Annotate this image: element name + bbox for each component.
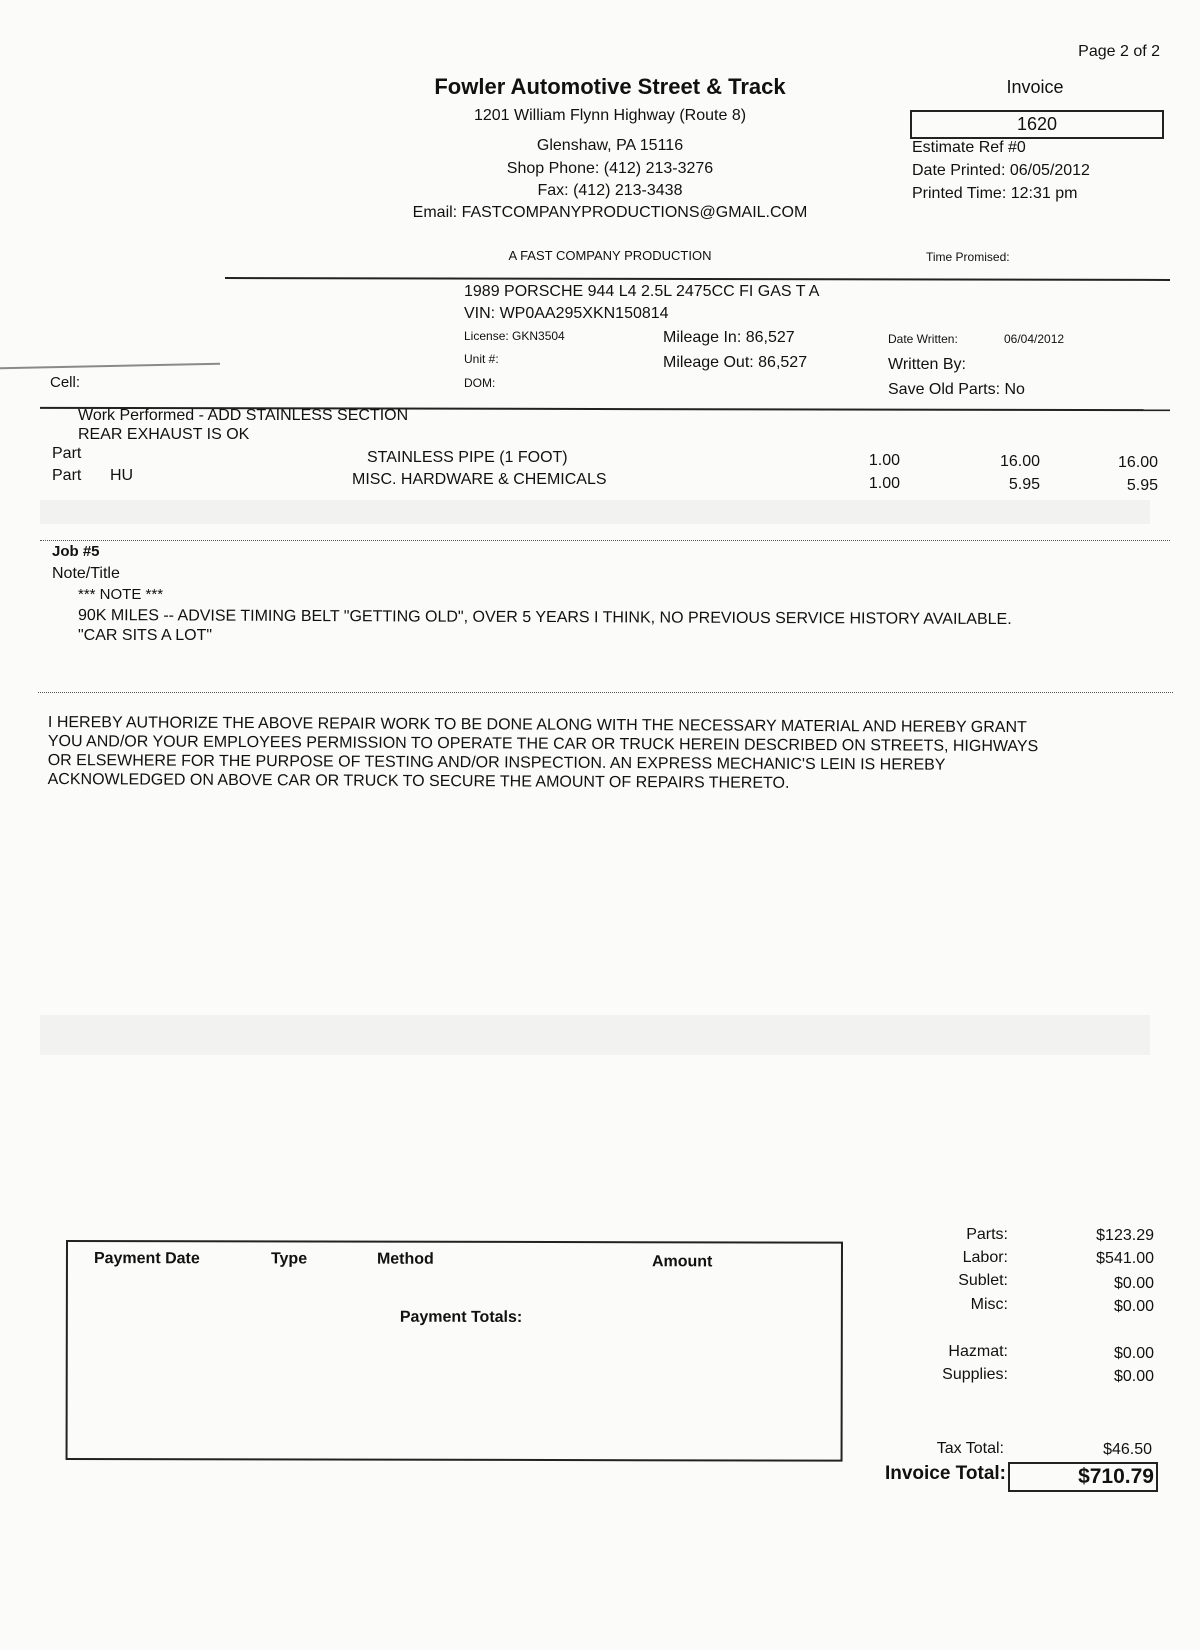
shop-address-line2: Glenshaw, PA 15116 (536, 137, 684, 154)
hazmat-total: $0.00 (1113, 1345, 1154, 1362)
save-old-parts: Save Old Parts: No (888, 381, 1025, 398)
payment-date-header: Payment Date (93, 1250, 200, 1268)
job-title: Job #5 (52, 543, 100, 560)
shop-phone: Shop Phone: (412) 213-3276 (506, 160, 714, 177)
authorization-line: YOU AND/OR YOUR EMPLOYEES PERMISSION TO OPERATE THE CAR OR TRUCK HEREIN DESCRIBED ON STREETS, HIGHWAYS (47, 732, 1039, 756)
invoice-number: 1620 (1016, 114, 1058, 134)
line-description: STAINLESS PIPE (1 FOOT) (367, 449, 568, 466)
line-extended: 16.00 (1117, 454, 1158, 471)
note-line: 90K MILES -- ADVISE TIMING BELT "GETTING OLD", OVER 5 YEARS I THINK, NO PREVIOUS SERVICE HISTORY AVAILABLE. (77, 607, 1012, 629)
payment-method-header: Method (376, 1250, 434, 1268)
vehicle-unit: Unit #: (464, 352, 499, 366)
shop-name: Fowler Automotive Street & Track (434, 74, 786, 99)
misc-total-label: Misc: (970, 1296, 1008, 1313)
paper-fold-line (0, 363, 220, 370)
line-type: Part (52, 467, 82, 484)
parts-total: $123.29 (1096, 1227, 1154, 1244)
authorization-line: ACKNOWLEDGED ON ABOVE CAR OR TRUCK TO SECURE THE AMOUNT OF REPAIRS THERETO. (47, 770, 790, 792)
supplies-total-label: Supplies: (942, 1366, 1008, 1383)
line-description: MISC. HARDWARE & CHEMICALS (352, 471, 607, 488)
shop-fax: Fax: (412) 213-3438 (537, 182, 683, 199)
parts-total-label: Parts: (966, 1226, 1008, 1243)
written-by: Written By: (888, 356, 966, 373)
invoice-total-box (1008, 1462, 1158, 1492)
date-written-label: Date Written: (888, 332, 958, 346)
tax-total: $46.50 (1103, 1441, 1152, 1458)
invoice-total-label: Invoice Total: (884, 1463, 1006, 1484)
mileage-out: Mileage Out: 86,527 (663, 354, 808, 371)
mileage-in: Mileage In: 86,527 (663, 329, 795, 346)
estimate-ref: Estimate Ref #0 (912, 139, 1026, 156)
bleed-through-shadow (40, 1015, 1150, 1055)
line-qty: 1.00 (868, 475, 900, 492)
payment-amount-header: Amount (651, 1253, 713, 1271)
invoice-number-box (910, 110, 1164, 139)
invoice-total: $710.79 (1078, 1465, 1154, 1488)
cell-label: Cell: (50, 374, 81, 391)
line-qty: 1.00 (868, 452, 900, 469)
vehicle-license: License: GKN3504 (464, 329, 565, 343)
page-number: Page 2 of 2 (1078, 43, 1160, 60)
work-note: REAR EXHAUST IS OK (78, 426, 250, 443)
section-divider (40, 540, 1170, 541)
work-performed: Work Performed - ADD STAINLESS SECTION (78, 407, 409, 424)
payment-box (66, 1240, 843, 1462)
line-price: 16.00 (999, 453, 1040, 470)
date-printed: Date Printed: 06/05/2012 (912, 162, 1090, 179)
line-type: Part (52, 445, 82, 462)
shop-email: Email: FASTCOMPANYPRODUCTIONS@GMAIL.COM (412, 204, 808, 221)
invoice-label: Invoice (1006, 77, 1064, 97)
labor-total-label: Labor: (962, 1249, 1008, 1266)
date-written: 06/04/2012 (1004, 332, 1065, 346)
payment-type-header: Type (270, 1250, 308, 1268)
printed-time: Printed Time: 12:31 pm (912, 185, 1078, 202)
header-divider (225, 277, 1170, 281)
authorization-text (48, 713, 1168, 795)
hazmat-total-label: Hazmat: (948, 1343, 1008, 1360)
note-line: "CAR SITS A LOT" (78, 627, 213, 644)
authorization-line: OR ELSEWHERE FOR THE PURPOSE OF TESTING AND/OR INSPECTION. AN EXPRESS MECHANIC'S LEIN IS HEREBY (47, 751, 946, 774)
sublet-total: $0.00 (1113, 1275, 1154, 1292)
authorization-line: I HEREBY AUTHORIZE THE ABOVE REPAIR WORK TO BE DONE ALONG WITH THE NECESSARY MATERIAL AND HEREBY GRANT (47, 714, 1027, 737)
line-code: HU (110, 467, 134, 484)
job-subtitle: Note/Title (52, 565, 120, 582)
sublet-total-label: Sublet: (958, 1272, 1008, 1289)
line-extended: 5.95 (1126, 477, 1158, 494)
misc-total: $0.00 (1113, 1298, 1154, 1315)
tagline: A FAST COMPANY PRODUCTION (508, 248, 712, 263)
vehicle-description: 1989 PORSCHE 944 L4 2.5L 2475CC FI GAS T A (464, 283, 820, 300)
shop-address-line1: 1201 William Flynn Highway (Route 8) (473, 107, 747, 124)
section-divider (38, 692, 1173, 693)
supplies-total: $0.00 (1113, 1368, 1154, 1385)
bleed-through-shadow (40, 500, 1150, 524)
note-header: *** NOTE *** (78, 586, 164, 603)
labor-total: $541.00 (1096, 1250, 1154, 1267)
vehicle-dom: DOM: (464, 376, 496, 390)
payment-totals-label: Payment Totals: (399, 1308, 523, 1326)
vehicle-vin: VIN: WP0AA295XKN150814 (464, 305, 669, 322)
tax-total-label: Tax Total: (936, 1440, 1004, 1457)
line-price: 5.95 (1008, 476, 1040, 493)
time-promised: Time Promised: (926, 250, 1010, 264)
